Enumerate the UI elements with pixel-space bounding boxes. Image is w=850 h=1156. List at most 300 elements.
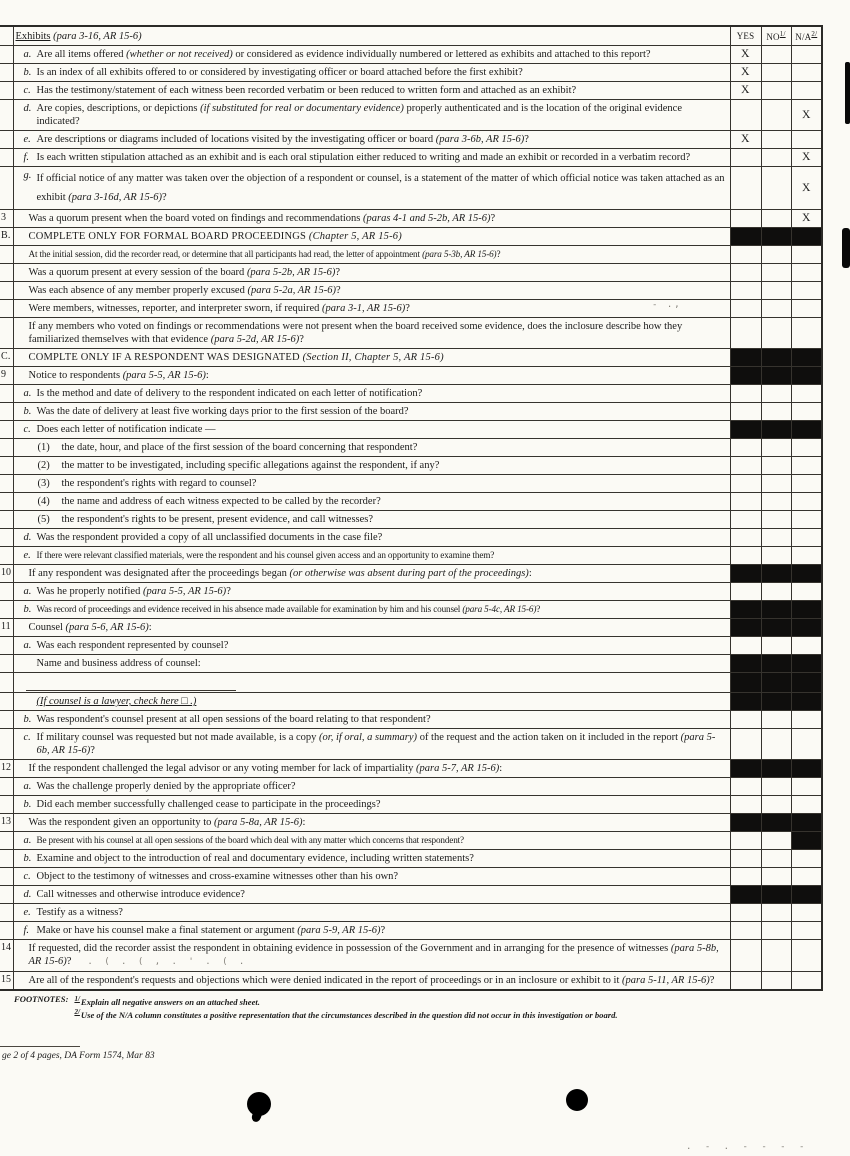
question-text: Are descriptions or diagrams included of locations visited by the investigating officer or board (para 3-6b, AR 15-6)? [36,134,529,145]
yes-cell [730,493,761,511]
item-label: c. [23,85,31,96]
question-cell [13,210,730,228]
item-label: d. [23,889,32,900]
checklist-row [0,760,822,778]
no-cell [761,940,791,972]
hole-punch-left [247,1092,271,1116]
no-cell [761,403,791,421]
question-text: Has the testimony/statement of each witness been recorded verbatim or been reduced to written form and attached as an exhibit? [36,85,577,96]
item-number-cell: 13 [0,814,13,832]
item-number-cell: 12 [0,760,13,778]
col-header-yes: YES [730,26,761,46]
question-text: Are all items offered (whether or not received) or considered as evidence individually numbered or lettered as exhibits and attached to this report? [36,49,651,60]
question-cell [13,403,730,421]
na-cell [791,832,822,850]
checklist-row [0,318,822,349]
no-cell [761,167,791,210]
question-text: Was the respondent provided a copy of all unclassified documents in the case file? [36,532,383,543]
item-label: f. [23,925,30,936]
question-cell [13,729,730,760]
checklist-row [0,493,822,511]
checklist-row [0,439,822,457]
no-cell [761,693,791,711]
yes-cell [730,565,761,583]
na-cell [791,300,822,318]
yes-cell [730,421,761,439]
yes-cell [730,850,761,868]
item-number-cell [0,82,13,100]
item-number-cell [0,583,13,601]
footnote-ref-2: 2/ [811,30,818,38]
x-mark: X [741,65,750,79]
question-cell [13,637,730,655]
item-label: b. [23,799,32,810]
yes-cell [730,82,761,100]
item-number-cell [0,131,13,149]
yes-cell [730,511,761,529]
item-number-cell [0,832,13,850]
na-cell [791,693,822,711]
x-mark: X [801,108,811,121]
footnotes [14,994,774,1021]
yes-cell [730,318,761,349]
item-label: (1) [37,442,50,453]
item-label [16,320,29,346]
item-number-cell [0,421,13,439]
na-cell [791,367,822,385]
yes-cell [730,131,761,149]
question-cell [13,385,730,403]
na-cell [791,511,822,529]
yes-cell [730,349,761,367]
footnote-2 [74,1007,722,1020]
yes-cell [730,832,761,850]
na-cell [791,349,822,367]
question-cell [13,778,730,796]
checklist-row [0,475,822,493]
item-number-cell [0,403,13,421]
checklist-row [0,367,822,385]
na-cell [791,149,822,167]
na-cell [791,246,822,264]
scan-artifact-bar-top [845,62,850,124]
yes-cell [730,711,761,729]
checklist-row [0,868,822,886]
item-number-cell [0,246,13,264]
question-cell [13,493,730,511]
item-number-cell [0,385,13,403]
na-cell [791,583,822,601]
no-cell [761,547,791,565]
na-cell [791,46,822,64]
na-cell [791,457,822,475]
no-cell [761,868,791,886]
yes-cell [730,282,761,300]
checklist-row [0,403,822,421]
question-text: If official notice of any matter was taken over the objection of a respondent or counsel, is a statement of the matter of which official notice was taken attached as an exhibit (para 3-16d, AR 15-6)? [36,173,725,203]
item-label [16,567,29,580]
yes-cell [730,403,761,421]
yes-cell [730,814,761,832]
na-cell [791,886,822,904]
item-label: c. [23,871,31,882]
checklist-row [0,385,822,403]
yes-cell [730,972,761,991]
x-mark: X [741,47,750,61]
no-cell [761,778,791,796]
question-text: Was the date of delivery at least five working days prior to the first session of the board? [36,406,409,417]
checklist-row [0,814,822,832]
item-label: (2) [37,460,50,471]
question-cell [13,282,730,300]
no-cell [761,760,791,778]
question-text: Testify as a witness? [36,907,123,918]
na-cell [791,167,822,210]
na-cell [791,264,822,282]
item-label [16,230,29,243]
footnote-ref-1: 1/ [779,30,786,38]
question-cell [13,64,730,82]
yes-cell [730,940,761,972]
item-number-cell [0,100,13,131]
question-text: Is each written stipulation attached as an exhibit and is each oral stipulation either reduced to writing and made an exhibit or recorded in a verbatim record? [36,152,691,163]
na-cell [791,565,822,583]
no-cell [761,64,791,82]
item-number-cell [0,149,13,167]
na-cell [791,940,822,972]
item-number-cell [0,729,13,760]
checklist-row [0,637,822,655]
question-cell [13,850,730,868]
yes-cell [730,904,761,922]
no-cell [761,729,791,760]
page-footer: ge 2 of 4 pages, DA Form 1574, Mar 83 [2,1051,155,1061]
yes-cell [730,673,761,693]
footnote-1-text: Explain all negative answers on an attached sheet. [80,996,260,1007]
question-cell [13,511,730,529]
question-cell [13,300,730,318]
question-text: the name and address of each witness expected to be called by the recorder? [61,496,381,507]
no-cell [761,601,791,619]
item-label: (5) [37,514,50,525]
checklist-row [0,922,822,940]
checklist-row [0,228,822,246]
question-cell [13,421,730,439]
na-cell [791,529,822,547]
question-text: Does each letter of notification indicate — [36,424,216,435]
yes-cell [730,693,761,711]
footnote-2-text: Use of the N/A column constitutes a positive representation that the circumstances described in the question did not occur in this investigation or board. [80,1010,618,1021]
checklist-row [0,904,822,922]
checklist-row [0,729,822,760]
yes-cell [730,619,761,637]
checklist-row [0,46,822,64]
item-number-cell [0,264,13,282]
na-cell [791,228,822,246]
no-cell [761,529,791,547]
item-number-cell [0,693,13,711]
question-cell [13,619,730,637]
item-number-cell: 9 [0,367,13,385]
question-text: If requested, did the recorder assist the respondent in obtaining evidence in possession of the Government and in arranging for the presence of witnesses (para 5-8b, AR 15-6)? . ( . ( , . ' . ( . [28,943,719,967]
checklist-row [0,149,822,167]
question-cell [13,82,730,100]
no-cell [761,673,791,693]
na-cell [791,100,822,131]
na-cell [791,403,822,421]
pencil-mark-1: - ., [652,300,682,310]
checklist-row [0,673,822,693]
no-cell [761,886,791,904]
question-cell [13,565,730,583]
checklist-row [0,210,822,228]
checklist-row [0,264,822,282]
item-label [16,942,29,969]
na-cell [791,82,822,100]
item-number-cell [0,511,13,529]
question-text: Object to the testimony of witnesses and cross-examine witnesses other than his own? [36,871,399,882]
item-number-cell [0,439,13,457]
item-label: c. [23,732,31,743]
item-label: b. [23,604,32,615]
no-cell [761,246,791,264]
item-number-cell [0,282,13,300]
question-cell [13,457,730,475]
item-number-cell [0,300,13,318]
question-cell [13,264,730,282]
checklist-row [0,547,822,565]
item-label [16,284,29,297]
na-cell [791,922,822,940]
question-text: Was the respondent given an opportunity to (para 5-8a, AR 15-6): [28,817,306,828]
item-label: a. [23,640,32,651]
question-cell [13,529,730,547]
no-cell [761,228,791,246]
question-text: COMPLETE ONLY FOR FORMAL BOARD PROCEEDINGS (Chapter 5, AR 15-6) [28,231,402,242]
question-cell [13,940,730,972]
yes-cell [730,46,761,64]
yes-cell [730,475,761,493]
no-cell [761,100,791,131]
question-text: Was record of proceedings and evidence received in his absence made available for examination by him and his counsel (para 5-4c, AR 15-6)? [36,604,541,614]
item-number-cell [0,778,13,796]
pencil-mark-2: . - . - - - - [686,1142,809,1152]
checklist-row [0,693,822,711]
na-cell [791,760,822,778]
checklist-row [0,619,822,637]
question-text: Call witnesses and otherwise introduce evidence? [36,889,245,900]
na-cell [791,655,822,673]
question-text: If any respondent was designated after the proceedings began (or otherwise was absent during part of the proceedings): [28,568,532,579]
checklist-row [0,655,822,673]
question-cell [13,228,730,246]
checklist-row [0,349,822,367]
na-cell [791,282,822,300]
question-cell [13,547,730,565]
col-header-no: NO$^{1/}$ [761,26,791,46]
item-label [16,369,29,382]
item-label [16,351,29,364]
yes-cell [730,778,761,796]
question-cell [13,904,730,922]
footnote-1 [74,994,722,1007]
na-cell [791,493,822,511]
no-cell [761,318,791,349]
item-label: e. [23,550,31,561]
no-cell [761,367,791,385]
item-number-cell [0,64,13,82]
section-a-exhibits-heading [13,26,730,46]
yes-cell [730,228,761,246]
no-cell [761,832,791,850]
no-cell [761,583,791,601]
na-cell [791,868,822,886]
item-number-cell: 11 [0,619,13,637]
question-cell [13,149,730,167]
no-cell [761,457,791,475]
question-cell [13,693,730,711]
yes-cell [730,868,761,886]
question-cell [13,655,730,673]
item-label [24,657,37,670]
item-number-cell: C. [0,349,13,367]
footer-divider [0,1046,80,1047]
x-mark: X [801,181,811,194]
na-cell [791,131,822,149]
yes-cell [730,886,761,904]
question-cell [13,972,730,991]
table-header-row [0,26,822,46]
checklist-row [0,972,822,991]
footnotes-label: FOOTNOTES: [14,994,69,1004]
no-cell [761,385,791,403]
question-text: Were members, witnesses, reporter, and interpreter sworn, if required (para 3-1, AR 15-6)? [28,303,410,314]
item-number-cell: 14 [0,940,13,972]
no-cell [761,619,791,637]
checklist-row [0,529,822,547]
item-number-cell [0,673,13,693]
yes-cell [730,246,761,264]
question-text: Was he properly notified (para 5-5, AR 15-6)? [36,586,231,597]
na-cell [791,475,822,493]
question-cell [13,673,730,693]
item-label: (4) [37,496,50,507]
footnote-2-marker: 2/ [74,1008,80,1017]
x-mark: X [741,83,750,97]
na-cell [791,711,822,729]
checklist-row [0,300,822,318]
yes-cell [730,655,761,673]
na-cell [791,850,822,868]
question-text: If there were relevant classified materials, were the respondent and his counsel given access and an opportunity to examine them? [36,550,495,560]
question-text: Notice to respondents (para 5-5, AR 15-6): [28,370,209,381]
checklist-row [0,82,822,100]
question-cell [13,439,730,457]
item-label: d. [23,103,32,114]
checklist-row [0,421,822,439]
yes-cell [730,167,761,210]
x-mark: X [801,211,811,225]
no-cell [761,282,791,300]
x-mark: X [801,150,811,164]
item-number-cell [0,655,13,673]
question-text: Was respondent's counsel present at all open sessions of the board relating to that respondent? [36,714,431,725]
yes-cell [730,149,761,167]
item-number-cell [0,26,13,46]
na-cell [791,904,822,922]
question-text: Is an index of all exhibits offered to or considered by investigating officer or board attached before the first exhibit? [36,67,523,78]
item-label [16,302,29,315]
item-label [24,695,37,708]
na-cell [791,729,822,760]
question-cell [13,886,730,904]
no-cell [761,655,791,673]
yes-cell [730,64,761,82]
item-label: b. [23,714,32,725]
item-label: g. [23,170,32,181]
checklist-row [0,100,822,131]
no-cell [761,922,791,940]
na-cell [791,619,822,637]
checklist-row [0,940,822,972]
na-cell [791,972,822,991]
no-cell [761,850,791,868]
question-text: At the initial session, did the recorder read, or determine that all participants had read, the letter of appointment (para 5-3b, AR 15-6)? [28,249,501,259]
item-number-cell [0,493,13,511]
no-cell [761,349,791,367]
question-cell [13,367,730,385]
item-label: f. [23,152,30,163]
scan-artifact-bar-mid [842,228,850,268]
yes-cell [730,367,761,385]
exhibits-title-ref: (para 3-16, AR 15-6) [50,30,142,42]
item-number-cell: 3 [0,210,13,228]
yes-cell [730,100,761,131]
question-text: the matter to be investigated, including specific allegations against the respondent, if any? [61,460,440,471]
yes-cell [730,637,761,655]
yes-cell [730,922,761,940]
na-cell [791,210,822,228]
question-cell [13,868,730,886]
item-label: a. [23,586,32,597]
no-cell [761,637,791,655]
na-cell [791,318,822,349]
question-cell [13,131,730,149]
question-cell [13,100,730,131]
question-cell [13,711,730,729]
na-cell [791,64,822,82]
yes-cell [730,385,761,403]
question-text: Examine and object to the introduction of real and documentary evidence, including written statements? [36,853,474,864]
no-cell [761,264,791,282]
question-cell [13,601,730,619]
col-header-na: N/A$^{2/}$ [791,26,822,46]
no-cell [761,904,791,922]
checklist-row [0,850,822,868]
no-cell [761,300,791,318]
na-cell [791,439,822,457]
no-cell [761,493,791,511]
item-label: e. [23,907,31,918]
question-text: the respondent's rights with regard to counsel? [61,478,257,489]
item-number-cell [0,886,13,904]
question-text: Was the challenge properly denied by the appropriate officer? [36,781,296,792]
checklist-row [0,167,822,210]
item-label [16,212,29,225]
question-text: Are all of the respondent's requests and objections which were denied indicated in the report of proceedings or in an inclosure or exhibit to it (para 5-11, AR 15-6)? [28,975,715,986]
yes-cell [730,760,761,778]
item-label: a. [23,781,32,792]
